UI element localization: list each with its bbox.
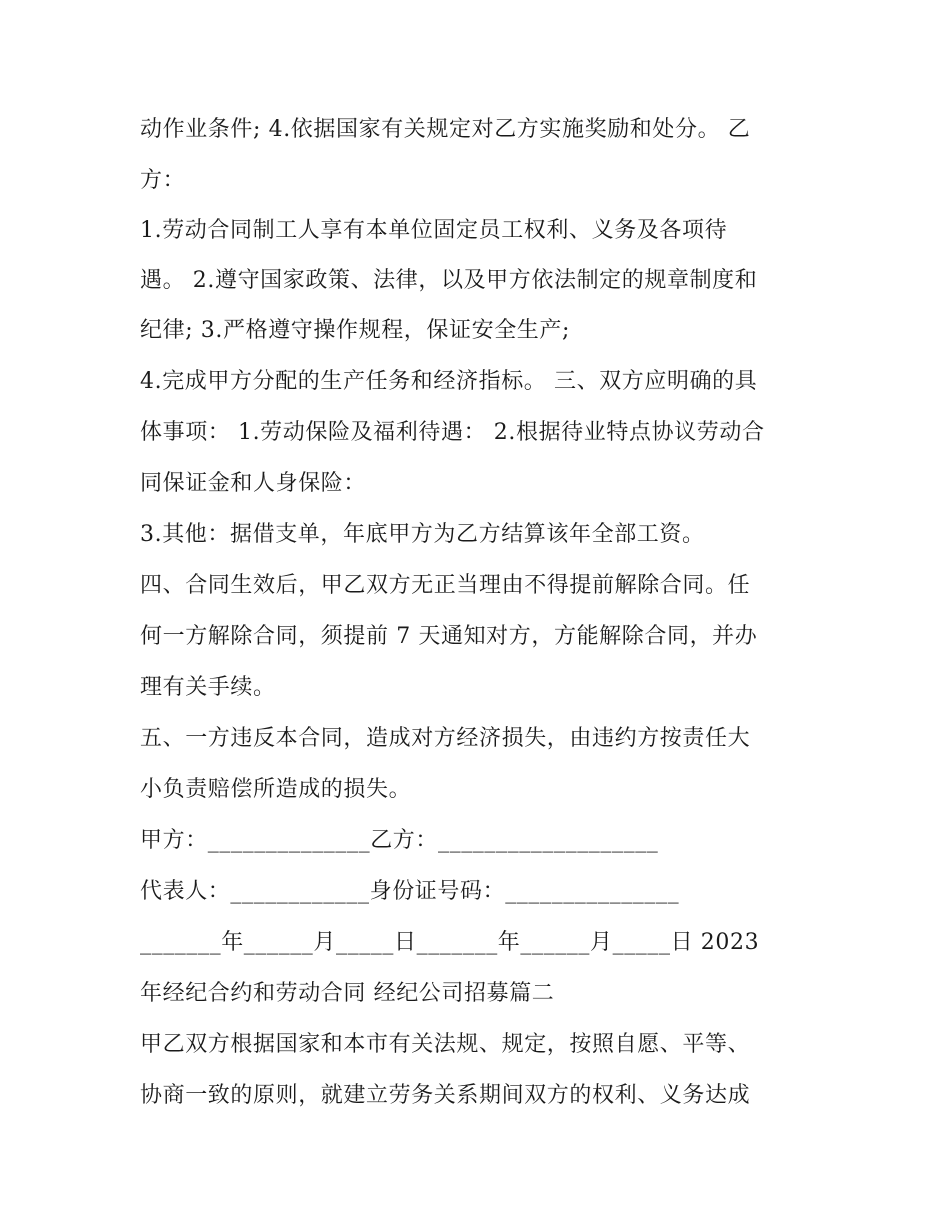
text-line: 动作业条件; 4.依据国家有关规定对乙方实施奖励和处分。 乙 bbox=[140, 117, 751, 142]
text-line: 五、一方违反本合同，造成对方经济损失，由违约方按责任大 bbox=[140, 726, 751, 751]
signature-line-date: _______年______月_____日_______年______月_____日 2023 bbox=[140, 930, 760, 955]
text-line: 理有关手续。 bbox=[140, 675, 276, 700]
text-line: 遇。 2.遵守国家政策、法律，以及甲方依法制定的规章制度和 bbox=[140, 268, 758, 293]
text-line: 同保证金和人身保险： bbox=[140, 471, 367, 496]
section-heading: 年经纪合约和劳动合同 经纪公司招募篇二 bbox=[140, 981, 555, 1006]
signature-line-representative: 代表人：____________身份证号码：_______________ bbox=[140, 879, 680, 904]
text-line: 4.完成甲方分配的生产任务和经济指标。 三、双方应明确的具 bbox=[140, 369, 758, 394]
text-line: 何一方解除合同，须提前 7 天通知对方，方能解除合同，并办 bbox=[140, 624, 758, 649]
text-line: 小负责赔偿所造成的损失。 bbox=[140, 777, 412, 802]
text-line: 方： bbox=[140, 168, 186, 193]
text-line: 3.其他：据借支单，年底甲方为乙方结算该年全部工资。 bbox=[140, 522, 705, 547]
text-line: 1.劳动合同制工人享有本单位固定员工权利、义务及各项待 bbox=[140, 218, 728, 243]
signature-line-party: 甲方：______________乙方：___________________ bbox=[140, 828, 659, 853]
text-line: 甲乙双方根据国家和本市有关法规、规定，按照自愿、平等、 bbox=[140, 1032, 751, 1057]
text-line: 体事项： 1.劳动保险及福利待遇： 2.根据待业特点协议劳动合 bbox=[140, 420, 765, 445]
text-line: 纪律; 3.严格遵守操作规程，保证安全生产; bbox=[140, 318, 571, 343]
text-line: 四、合同生效后，甲乙双方无正当理由不得提前解除合同。任 bbox=[140, 573, 751, 598]
text-line: 协商一致的原则，就建立劳务关系期间双方的权利、义务达成 bbox=[140, 1083, 751, 1108]
